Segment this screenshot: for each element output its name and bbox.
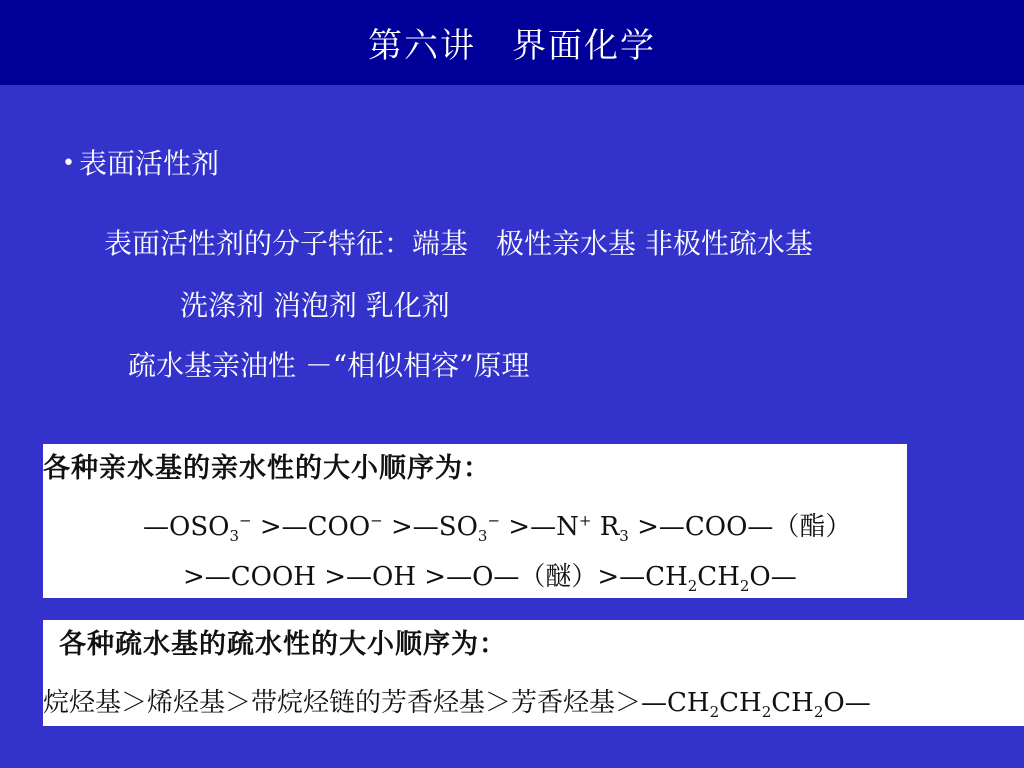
bullet-dot-icon: • bbox=[62, 151, 75, 176]
hydrophobic-formula: 烷烃基＞烯烃基＞带烷烃链的芳香烃基＞芳香烃基$>—CH_2CH_2CH_2O—$ bbox=[43, 688, 871, 722]
slide-title: 第六讲 界面化学 bbox=[368, 26, 656, 66]
hydrophilic-formula-line-1: $—OSO_3^-$ >—COO− $>—SO_3^-$ >—N+ $R_3$ >—COO—（酯） bbox=[143, 511, 852, 546]
text-line-principle: 疏水基亲油性 －“相似相容”原理 bbox=[128, 349, 530, 382]
bullet-text: 表面活性剂 bbox=[78, 147, 219, 180]
bullet-item bbox=[62, 142, 219, 182]
hydrophilic-order-panel bbox=[43, 444, 907, 598]
hydrophobic-order-panel bbox=[43, 620, 1024, 726]
hydrophobic-heading: 各种疏水基的疏水性的大小顺序为： bbox=[59, 629, 507, 660]
hydrophilic-formula-line-2: >—COOH >—OH >—O—（醚）$>—CH_2CH_2O—$ bbox=[183, 562, 797, 596]
text-line-features: 表面活性剂的分子特征：端基 极性亲水基 非极性疏水基 bbox=[104, 227, 813, 260]
title-bar bbox=[0, 0, 1024, 85]
hydrophilic-heading: 各种亲水基的亲水性的大小顺序为： bbox=[43, 453, 491, 484]
text-line-agents: 洗涤剂 消泡剂 乳化剂 bbox=[180, 289, 450, 322]
